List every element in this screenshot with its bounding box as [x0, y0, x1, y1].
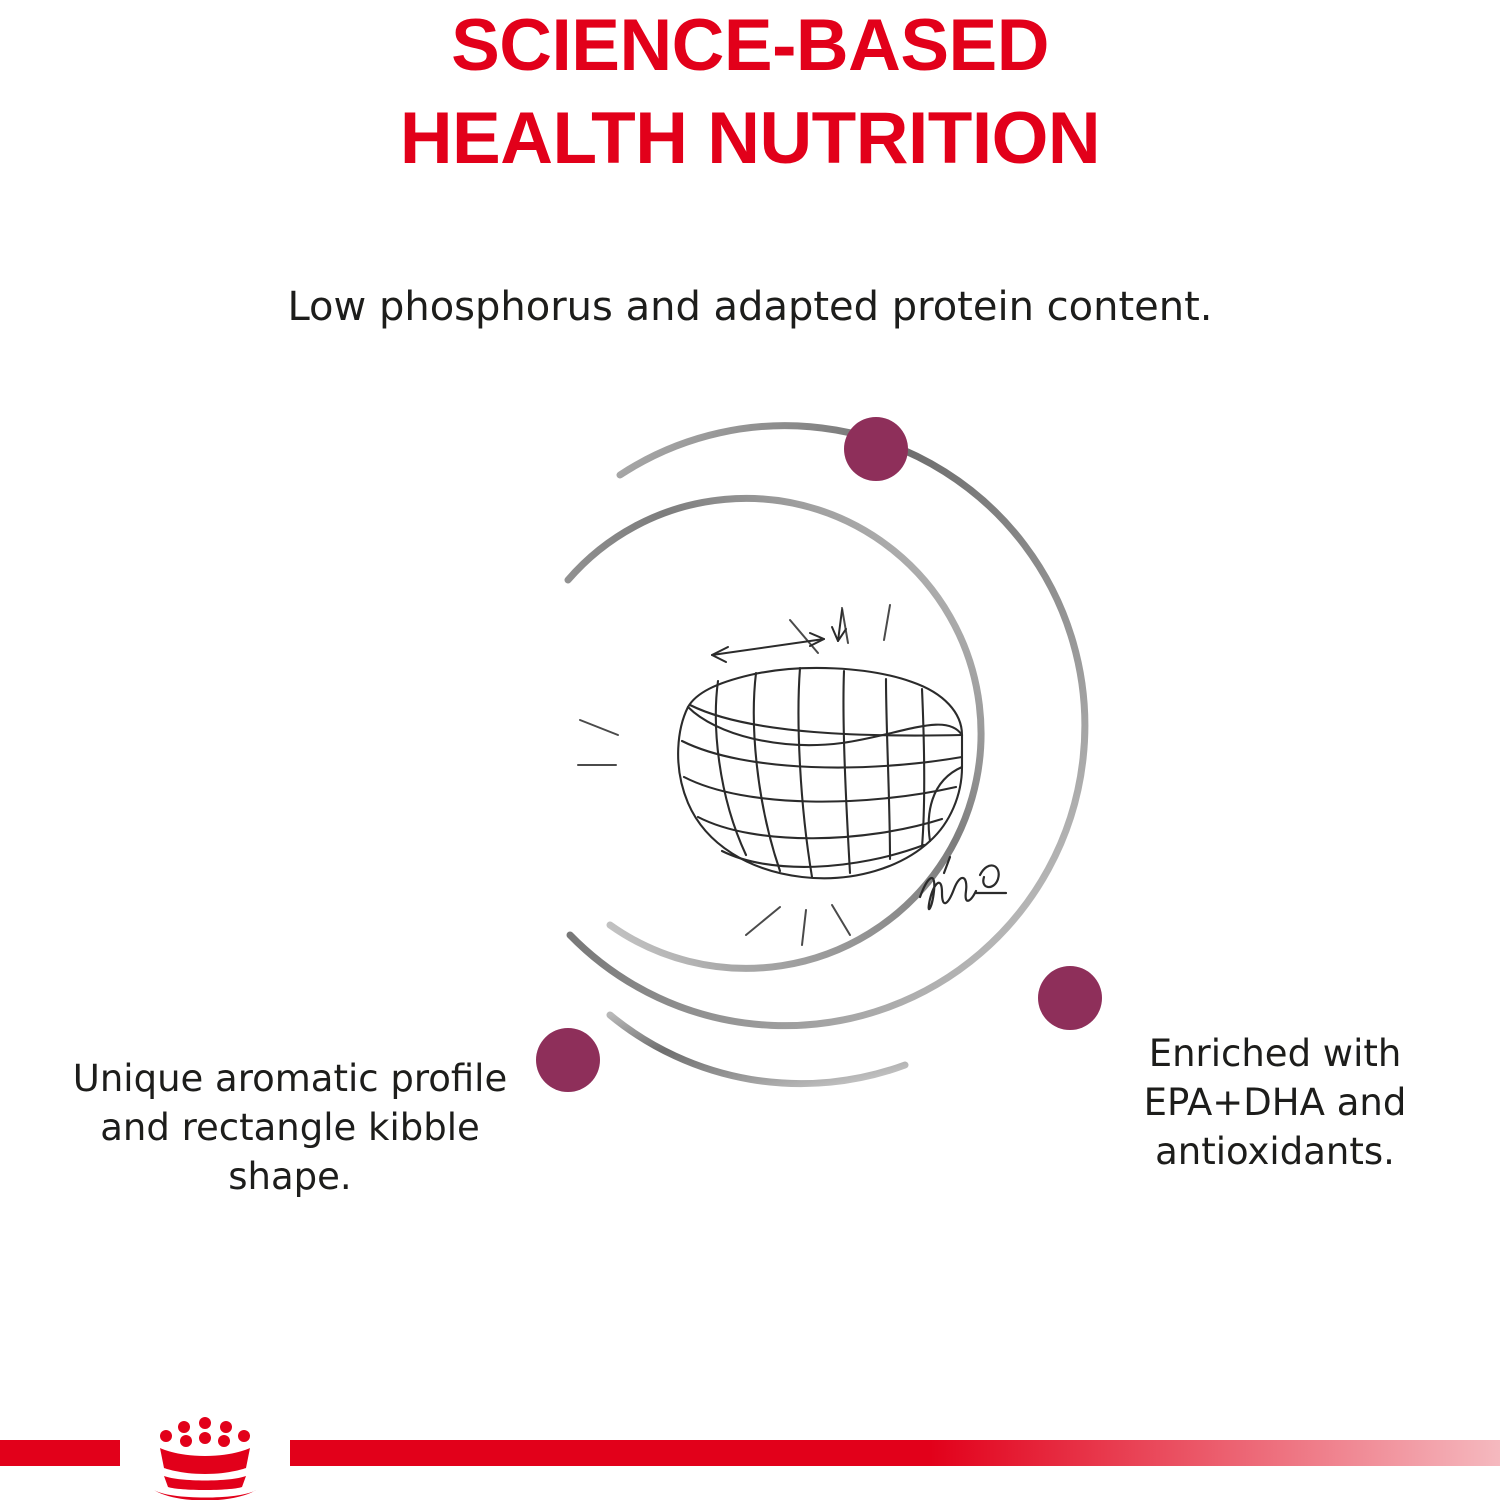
right-dot: [1038, 966, 1102, 1030]
signature-sketch: [920, 857, 1006, 909]
kibble-sketch-icon: [578, 605, 962, 945]
subtitle-text: Low phosphorus and adapted protein content.: [287, 284, 1213, 330]
caption-right-text: Enriched with EPA+DHA and antioxidants.: [1143, 1032, 1407, 1173]
footer: [0, 1414, 1500, 1500]
page-title-line-2: HEALTH NUTRITION: [399, 97, 1101, 179]
page-title: [0, 0, 1500, 185]
outer-ring-arc: [570, 426, 1085, 1084]
kibble-orbit-diagram: [450, 405, 1150, 1165]
page-title-line-1: SCIENCE-BASED: [451, 5, 1049, 86]
top-dot: [844, 417, 908, 481]
royal-canin-crown-logo: [120, 1414, 290, 1500]
inner-ring-arc: [568, 498, 981, 968]
bottom-left-dot: [536, 1028, 600, 1092]
caption-left-text: Unique aromatic profile and rectangle kibble shape.: [72, 1057, 508, 1198]
